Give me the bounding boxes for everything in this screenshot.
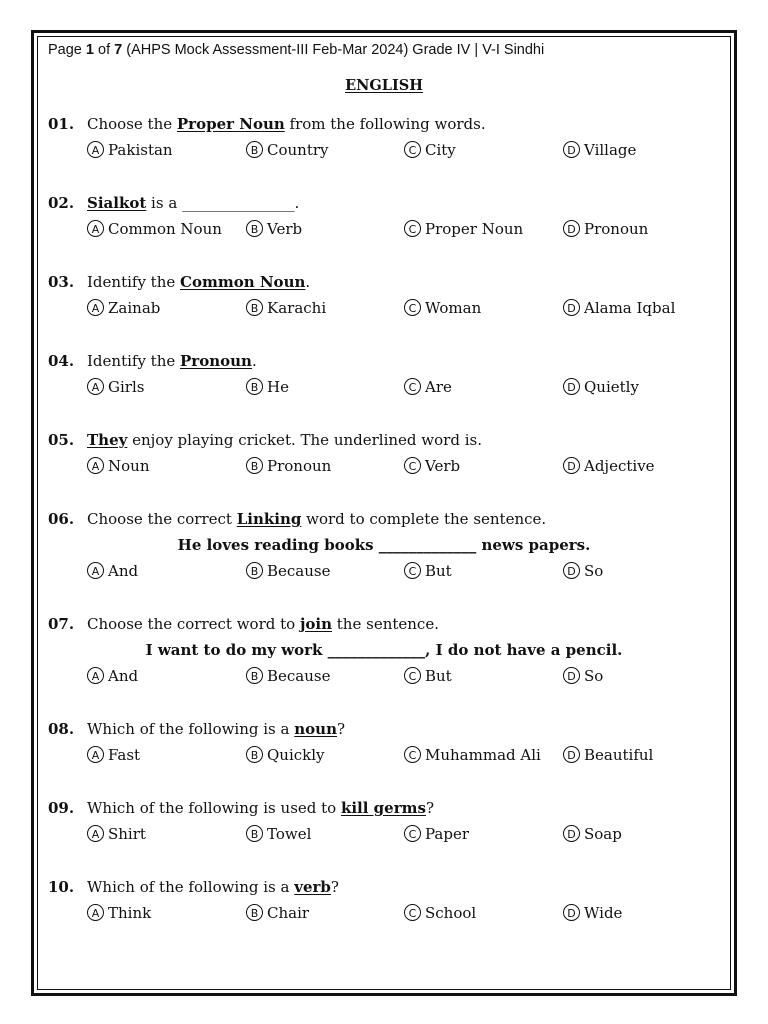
question-text	[87, 720, 345, 738]
question-text	[87, 615, 439, 633]
subject-title	[0, 77, 768, 94]
option-text: Proper Noun	[425, 220, 524, 238]
option-text: Verb	[425, 457, 461, 475]
option-letter-circle: D	[563, 220, 580, 237]
option-c[interactable]	[404, 825, 469, 843]
option-b[interactable]	[246, 825, 311, 843]
option-c[interactable]	[404, 562, 452, 580]
option-letter-circle: A	[87, 562, 104, 579]
option-letter-circle: D	[563, 562, 580, 579]
option-text: Verb	[267, 220, 303, 238]
option-b[interactable]	[246, 562, 330, 580]
option-letter-circle: D	[563, 904, 580, 921]
option-a[interactable]	[87, 457, 149, 475]
question-text-part: Choose the	[87, 115, 177, 133]
option-a[interactable]	[87, 667, 138, 685]
question-text-part: Identify the	[87, 273, 181, 291]
option-letter-circle: C	[404, 141, 421, 158]
option-letter-circle: B	[246, 746, 263, 763]
option-c[interactable]	[404, 746, 541, 764]
option-d[interactable]	[563, 562, 603, 580]
option-text: Paper	[425, 825, 470, 843]
question-text-part: ?	[425, 799, 434, 817]
option-letter-circle: D	[563, 141, 580, 158]
option-text: Noun	[108, 457, 150, 475]
option-d[interactable]	[563, 667, 603, 685]
question-keyword: Pronoun	[180, 352, 252, 370]
option-text: Muhammad Ali	[425, 746, 541, 764]
option-text: He	[267, 378, 289, 396]
option-text: Alama Iqbal	[584, 299, 676, 317]
question-text	[87, 510, 546, 528]
option-letter-circle: B	[246, 457, 263, 474]
question-keyword: join	[299, 615, 333, 633]
question-text-part: the sentence.	[332, 615, 439, 633]
option-letter-circle: C	[404, 746, 421, 763]
question-text-part: Choose the correct	[87, 510, 237, 528]
option-letter-circle: C	[404, 220, 421, 237]
option-c[interactable]	[404, 220, 523, 238]
question-number: 08.	[48, 720, 75, 738]
option-c[interactable]	[404, 378, 452, 396]
option-letter-circle: C	[404, 825, 421, 842]
option-d[interactable]	[563, 825, 622, 843]
option-text: Country	[267, 141, 329, 159]
question-text-part: Choose the correct word to	[87, 615, 300, 633]
option-text: And	[108, 667, 139, 685]
header-of: of	[93, 42, 115, 58]
option-text: Shirt	[108, 825, 146, 843]
question-number: 06.	[48, 510, 75, 528]
option-letter-circle: A	[87, 825, 104, 842]
option-text: Quickly	[267, 746, 325, 764]
option-text: Pronoun	[267, 457, 332, 475]
option-c[interactable]	[404, 299, 481, 317]
option-b[interactable]	[246, 667, 330, 685]
question-text	[87, 352, 257, 370]
question-keyword: kill germs	[340, 799, 426, 817]
question-text-part: word to complete the sentence.	[301, 510, 547, 528]
question-keyword: They	[87, 431, 128, 449]
option-a[interactable]	[87, 299, 160, 317]
option-letter-circle: D	[563, 299, 580, 316]
option-a[interactable]	[87, 904, 151, 922]
option-letter-circle: D	[563, 825, 580, 842]
question-text-part: Which of the following is a	[87, 720, 295, 738]
option-letter-circle: D	[563, 378, 580, 395]
option-text: Think	[108, 904, 152, 922]
question-number: 01.	[48, 115, 75, 133]
question-keyword: noun	[294, 720, 337, 738]
option-b[interactable]	[246, 746, 325, 764]
header-page-current: 1	[85, 42, 94, 58]
option-text: Are	[425, 378, 452, 396]
question-number: 05.	[48, 431, 75, 449]
question-sentence: I want to do my work _____________, I do not have a pencil.	[145, 641, 623, 659]
option-text: So	[584, 562, 604, 580]
option-text: School	[425, 904, 477, 922]
option-text: Adjective	[584, 457, 655, 475]
question-keyword: Sialkot	[87, 194, 147, 212]
option-letter-circle: A	[87, 746, 104, 763]
option-b[interactable]	[246, 457, 331, 475]
option-text: Karachi	[267, 299, 327, 317]
question-number: 04.	[48, 352, 75, 370]
option-letter-circle: B	[246, 825, 263, 842]
option-text: Pakistan	[108, 141, 173, 159]
option-letter-circle: C	[404, 562, 421, 579]
question-text-part: Which of the following is used to	[87, 799, 341, 817]
question-text-part: .	[305, 273, 311, 291]
option-letter-circle: B	[246, 299, 263, 316]
option-d[interactable]	[563, 378, 639, 396]
question-number: 09.	[48, 799, 75, 817]
option-c[interactable]	[404, 141, 456, 159]
option-text: Beautiful	[584, 746, 654, 764]
question-sentence: He loves reading books _____________ news papers.	[177, 536, 591, 554]
option-b[interactable]	[246, 220, 302, 238]
option-text: Towel	[267, 825, 312, 843]
option-text: Wide	[584, 904, 623, 922]
question-text-part: Which of the following is a	[87, 878, 295, 896]
option-text: Because	[267, 667, 331, 685]
question-text	[87, 431, 482, 449]
option-letter-circle: A	[87, 667, 104, 684]
option-letter-circle: C	[404, 667, 421, 684]
option-b[interactable]	[246, 904, 309, 922]
question-text	[87, 273, 310, 291]
option-letter-circle: B	[246, 562, 263, 579]
option-letter-circle: B	[246, 220, 263, 237]
option-d[interactable]	[563, 904, 622, 922]
question-text	[87, 115, 486, 133]
option-text: Village	[584, 141, 637, 159]
option-letter-circle: B	[246, 667, 263, 684]
option-d[interactable]	[563, 457, 655, 475]
option-letter-circle: B	[246, 141, 263, 158]
question-number: 10.	[48, 878, 75, 896]
option-text: Pronoun	[584, 220, 649, 238]
option-letter-circle: A	[87, 141, 104, 158]
option-c[interactable]	[404, 904, 476, 922]
question-number: 07.	[48, 615, 75, 633]
option-a[interactable]	[87, 378, 144, 396]
option-text: Zainab	[108, 299, 161, 317]
option-c[interactable]	[404, 457, 460, 475]
option-d[interactable]	[563, 220, 648, 238]
page-header	[48, 42, 544, 58]
option-letter-circle: A	[87, 299, 104, 316]
question-text-part: ?	[336, 720, 346, 738]
question-text	[87, 878, 339, 896]
subject-label: ENGLISH	[345, 77, 423, 94]
option-a[interactable]	[87, 220, 222, 238]
option-d[interactable]	[563, 746, 653, 764]
option-text: City	[425, 141, 456, 159]
option-d[interactable]	[563, 299, 675, 317]
option-text: But	[425, 667, 452, 685]
option-text: Quietly	[584, 378, 639, 396]
question-keyword: Common Noun	[180, 273, 306, 291]
option-b[interactable]	[246, 378, 289, 396]
question-text-part: .	[251, 352, 257, 370]
option-text: So	[584, 667, 604, 685]
question-text-part: ?	[330, 878, 339, 896]
option-a[interactable]	[87, 562, 138, 580]
option-letter-circle: A	[87, 378, 104, 395]
question-number: 03.	[48, 273, 75, 291]
option-text: Fast	[108, 746, 141, 764]
option-letter-circle: C	[404, 299, 421, 316]
option-letter-circle: C	[404, 904, 421, 921]
option-letter-circle: C	[404, 378, 421, 395]
question-number: 02.	[48, 194, 75, 212]
option-letter-circle: A	[87, 220, 104, 237]
option-text: But	[425, 562, 452, 580]
question-keyword: verb	[294, 878, 331, 896]
option-letter-circle: D	[563, 746, 580, 763]
question-text-part: enjoy playing cricket. The underlined word is.	[127, 431, 482, 449]
header-suffix: (AHPS Mock Assessment-III Feb-Mar 2024) Grade IV | V-I Sindhi	[122, 42, 545, 58]
question-keyword: Linking	[236, 510, 302, 528]
option-letter-circle: C	[404, 457, 421, 474]
header-prefix: Page	[48, 42, 86, 58]
question-text-part: is a _______________.	[146, 194, 300, 212]
question-text-part: Identify the	[87, 352, 181, 370]
question-text	[87, 194, 299, 212]
option-letter-circle: A	[87, 904, 104, 921]
option-a[interactable]	[87, 746, 140, 764]
option-text: Chair	[267, 904, 310, 922]
option-letter-circle: B	[246, 904, 263, 921]
option-text: Common Noun	[108, 220, 222, 238]
option-a[interactable]	[87, 141, 173, 159]
option-text: And	[108, 562, 139, 580]
option-c[interactable]	[404, 667, 452, 685]
option-letter-circle: D	[563, 667, 580, 684]
option-letter-circle: A	[87, 457, 104, 474]
option-b[interactable]	[246, 141, 329, 159]
option-d[interactable]	[563, 141, 636, 159]
question-keyword: Proper Noun	[176, 115, 285, 133]
option-text: Girls	[108, 378, 145, 396]
option-a[interactable]	[87, 825, 146, 843]
option-b[interactable]	[246, 299, 326, 317]
option-text: Soap	[584, 825, 622, 843]
question-text-part: from the following words.	[284, 115, 486, 133]
option-text: Woman	[425, 299, 482, 317]
question-text	[87, 799, 434, 817]
header-page-total: 7	[114, 42, 123, 58]
option-letter-circle: D	[563, 457, 580, 474]
option-letter-circle: B	[246, 378, 263, 395]
option-text: Because	[267, 562, 331, 580]
